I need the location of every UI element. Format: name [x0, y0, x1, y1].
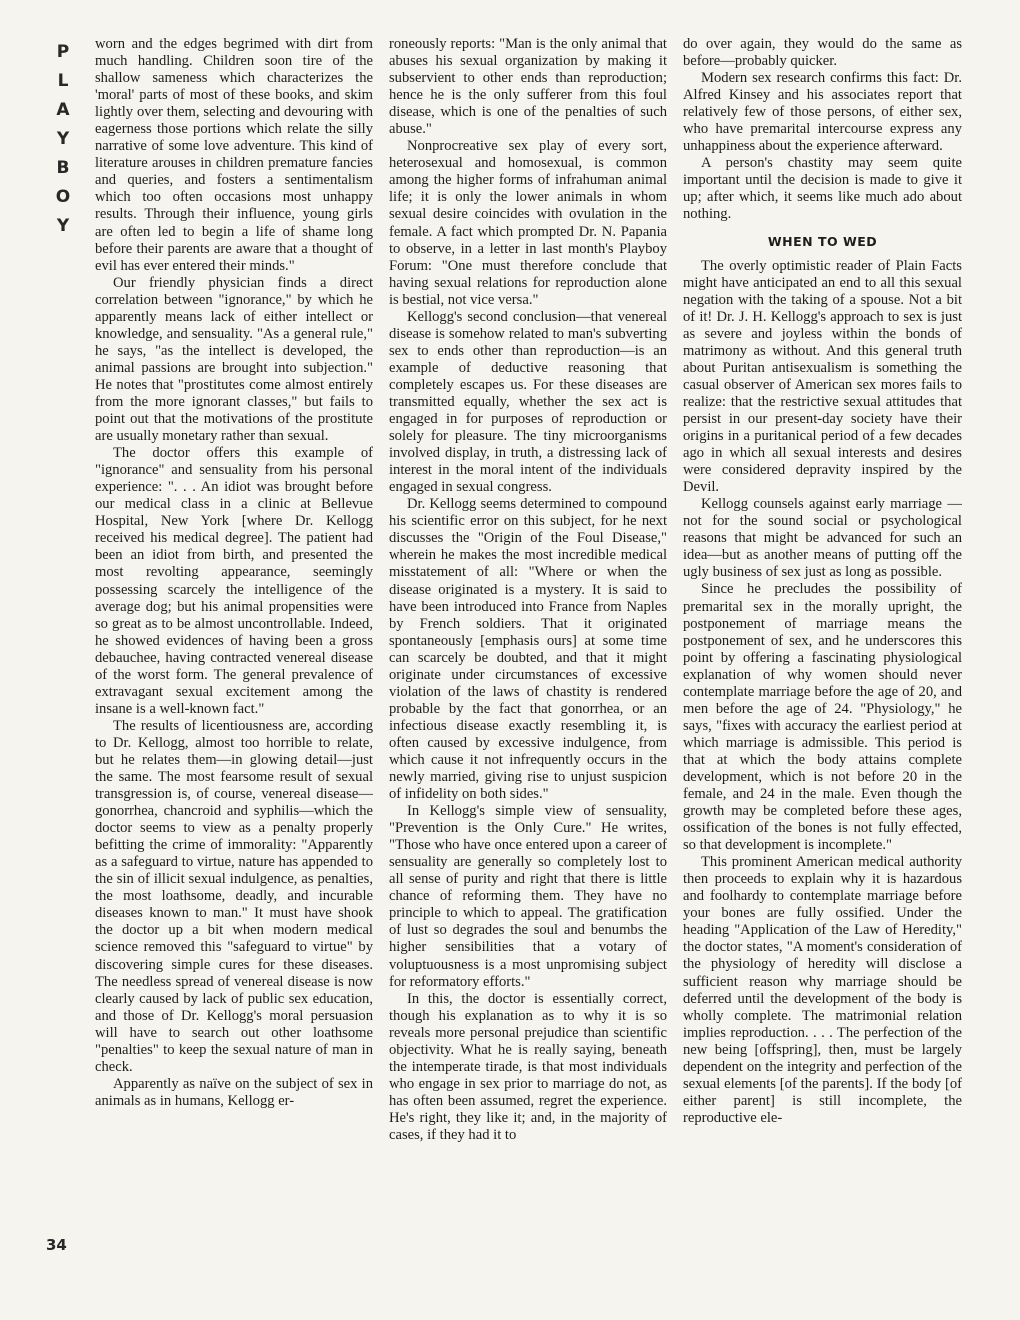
text-column-middle: [389, 36, 667, 1286]
paragraph: In this, the doctor is essentially correct, though his explanation as to why it is so reveals more personal prejudice than scientific objectivity. What he is really saying, beneath the intemperate tirade, is that most individuals who engage in sex prior to marriage do not, as has often been assumed, regret the experience. He's right, they like it; and, in the majority of cases, if they had it to: [389, 990, 667, 1143]
magazine-letter: B: [56, 158, 70, 178]
paragraph: do over again, they would do the same as before—probably quicker.: [683, 36, 962, 70]
magazine-letter: A: [56, 100, 70, 120]
text-column-left: [95, 36, 373, 1286]
paragraph: Apparently as naïve on the subject of sex in animals as in humans, Kellogg er-: [95, 1075, 373, 1109]
magazine-name-vertical: [48, 38, 78, 241]
paragraph: Nonprocreative sex play of every sort, heterosexual and homosexual, is common among the higher forms of infrahuman animal life; it is only the lower animals in whom sexual desire coincides with ovulation in the female. A fact which prompted Dr. N. Papania to observe, in a letter in last month's Playboy Forum: "One must therefore conclude that having sexual relations for reproduction alone is bestial, not vice versa.": [389, 138, 667, 308]
magazine-letter: P: [56, 42, 70, 62]
magazine-letter: Y: [56, 129, 70, 149]
paragraph: Kellogg counsels against early marriage —not for the sound social or psychological reasons that might be advanced for such an idea—but as another means of putting off the ugly business of sex just as long as possible.: [683, 496, 962, 581]
paragraph: In Kellogg's simple view of sensuality, "Prevention is the Only Cure." He writes, "Those who have once entered upon a career of sensuality are generally so completely lost to all sense of purity and right that there is little chance of reforming them. They have no principle to which to appeal. The gratification of lust so degrades the soul and benumbs the higher sensibilities that a votary of voluptuousness is a most unpromising subject for reformatory efforts.": [389, 803, 667, 990]
paragraph: roneously reports: "Man is the only animal that abuses his sexual organization by making it subservient to other ends than reproduction; hence he is the only sufferer from this foul disease, which is one of the penalties of such abuse.": [389, 36, 667, 138]
paragraph: The results of licentiousness are, according to Dr. Kellogg, almost too horrible to relate, but he relates them—in glowing detail—just the same. The most fearsome result of sexual transgression is, of course, venereal disease—gonorrhea, chancroid and syphilis—which the doctor seems to view as a penalty properly befitting the crime of immorality: "Apparently as a safeguard to virtue, nature has appended to the sin of illicit sexual indulgence, as penalties, the most loathsome, deadly, and incurable diseases known to man." It must have shook the doctor up a bit when modern medical science removed this "safeguard to virtue" by discovering simple cures for these diseases. The needless spread of venereal disease is now clearly caused by lack of public sex education, and those of Dr. Kellogg's moral persuasion will have to search out other loathsome "penalties" to keep the sexual nature of man in check.: [95, 717, 373, 1075]
section-heading: WHEN TO WED: [767, 233, 878, 249]
paragraph: A person's chastity may seem quite important until the decision is made to give it up; after which, it seems like much ado about nothing.: [683, 155, 962, 223]
magazine-letter: O: [55, 187, 71, 207]
paragraph: Since he precludes the possibility of premarital sex in the morally upright, the postponement of marriage means the postponement of sex, and he underscores this point by offering a fascinating physiological explanation of why women should never contemplate marriage before the age of 20, and men before the age of 24. "Physiology," he says, "fixes with accuracy the earliest period at which marriage is admissible. This period is that at which the body attains complete development, which is not before 20 in the female, and 24 in the male. Even though the growth may be completed before these ages, ossification of the bones is not fully effected, so that development is incomplete.": [683, 581, 962, 854]
paragraph: Our friendly physician finds a direct correlation between "ignorance," by which he apparently means lack of either intellect or knowledge, and sensuality. "As a general rule," he says, "as the intellect is developed, the animal passions are brought into subjection." He notes that "prostitutes come almost entirely from the more ignorant classes," but fails to point out that the motivations of the prostitute are usually monetary rather than sexual.: [95, 274, 373, 445]
paragraph: The doctor offers this example of "ignorance" and sensuality from his personal experience: ". . . An idiot was brought before our medical class in a clinic at Bellevue Hospital, New York [where Dr. Kellogg received his medical degree]. The patient had been an idiot from birth, and presented the most revolting appearance, seemingly possessing scarcely the intelligence of the average dog; but his animal propensities were so great as to be almost uncontrollable. Indeed, he showed evidences of having been a gross debauchee, having contracted venereal disease of the worst form. The general prevalence of extravagant sexual excitement among the insane is a well-known fact.": [95, 445, 373, 717]
text-column-right: [683, 36, 962, 1286]
paragraph: worn and the edges begrimed with dirt from much handling. Children soon tire of the shallow sameness which characterizes the 'moral' parts of most of these books, and skim lightly over them, selecting and devouring with eagerness those portions which relate the silly narrative of some love adventure. This kind of literature arouses in children premature fancies and queries, and fosters a sentimentalism which too often occasions most unhappy results. Through their influence, young girls are often led to begin a life of shame long before their parents are aware that a thought of evil has ever entered their minds.": [95, 36, 373, 274]
magazine-letter: Y: [56, 216, 70, 236]
paragraph: Dr. Kellogg seems determined to compound his scientific error on this subject, for he next discusses the "Origin of the Foul Disease," wherein he makes the most incredible medical misstatement of all: "Where or when the disease originated is a mystery. It is said to have been introduced into France from Naples by French soldiers. That it originated spontaneously [emphasis ours] at some time can scarcely be doubted, and that it might originate under circumstances of excessive violation of the laws of chastity is rendered probable by the fact that gonorrhea, or an infectious disease exactly resembling it, is often caused by excessive indulgence, from which cause it not infrequently occurs in the newly married, giving rise to unjust suspicion of infidelity on both sides.": [389, 496, 667, 803]
paragraph: Modern sex research confirms this fact: Dr. Alfred Kinsey and his associates report that relatively few of those persons, of either sex, who have premarital intercourse express any unhappiness about the experience afterward.: [683, 70, 962, 155]
paragraph: The overly optimistic reader of Plain Facts might have anticipated an end to all this sexual negation with the taking of a spouse. Not a bit of it! Dr. J. H. Kellogg's approach to sex is just as severe and joyless within the bonds of matrimony as without. And this general truth about Puritan antisexualism is something the casual observer of American sex mores fails to realize: that the restrictive sexual attitudes that persist in our present-day society have their origins in a puritanical period of a few decades ago in which all sexual interests and desires were considered depravity inspired by the Devil.: [683, 257, 962, 496]
paragraph: This prominent American medical authority then proceeds to explain why it is hazardous and foolhardy to contemplate marriage before your bones are fully ossified. Under the heading "Application of the Law of Heredity," the doctor states, "A moment's consideration of the physiology of heredity will disclose a sufficient reason why marriage should be deferred until the development of the body is wholly complete. The matrimonial relation implies reproduction. . . . The perfection of the new being [offspring], then, must be largely dependent on the integrity and perfection of the sexual elements [of the parents]. If the body [of either parent] is still incomplete, the reproductive ele-: [683, 854, 962, 1126]
magazine-letter: L: [57, 71, 69, 91]
page-number: 34: [46, 1236, 67, 1254]
paragraph: Kellogg's second conclusion—that venereal disease is somehow related to man's subverting sex to ends other than reproduction—is an example of deductive reasoning that completely escapes us. For these diseases are transmitted equally, whether the sex act is engaged in for purposes of reproduction or solely for pleasure. The tiny microorganisms involved display, in truth, a distressing lack of interest in the moral intent of the individuals engaged in sexual congress.: [389, 308, 667, 496]
